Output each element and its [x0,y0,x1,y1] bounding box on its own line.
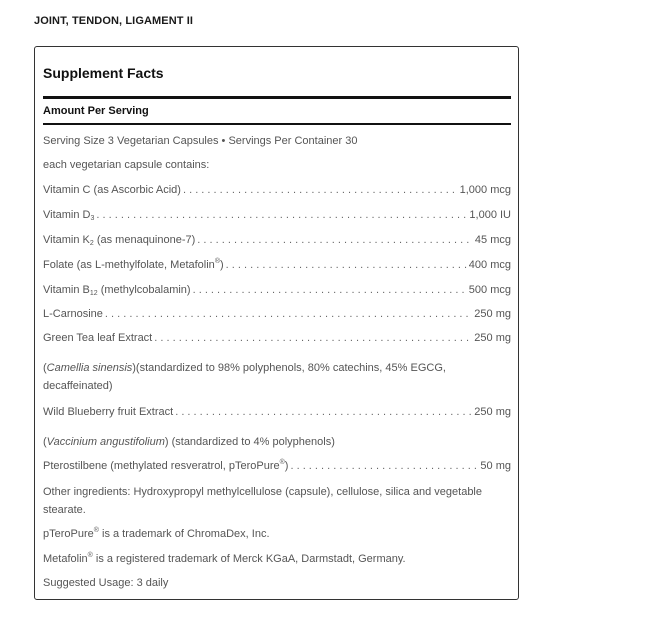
nutrient-name: Vitamin $D_3$ [43,209,95,222]
amount-per-serving-header: Amount Per Serving [43,105,149,117]
nutrient-row-green-tea [43,329,511,347]
leader-dots [175,403,472,421]
green-tea-note: (Camellia sinensis)(standardized to 98% polyphenols, 80% catechins, 45% EGCG, decaffeinated) [43,362,446,392]
serving-size-line: Serving Size 3 Vegetarian Capsules • Servings Per Container 30 [43,135,358,147]
nutrient-row-wild-blueberry [43,403,511,421]
nutrient-row-vitamin-d3 [43,206,511,224]
leader-dots [290,457,478,475]
nutrient-amount: 400 mcg [468,259,511,271]
nutrient-row-vitamin-c [43,181,511,199]
leader-dots [96,206,467,224]
nutrient-amount: 250 mg [474,308,511,320]
trademark-metafolin: Metafolin® is a registered trademark of Merck KGaA, Darmstadt, Germany. [43,552,406,565]
nutrient-row-vitamin-k2 [43,231,511,249]
nutrient-row-vitamin-b12 [43,281,511,299]
leader-dots [197,231,473,249]
nutrient-name: Folate (as L-methylfolate, Metafolin®) [43,258,224,271]
divider-thick [43,96,511,99]
suggested-usage: Suggested Usage: 3 daily [43,577,169,589]
nutrient-name: Pterostilbene (methylated resveratrol, pTeroPure®) [43,459,289,472]
nutrient-name: Vitamin C (as Ascorbic Acid) [43,184,181,196]
nutrient-name: Vitamin $B_{12}$ (methylcobalamin) [43,284,191,297]
nutrient-name: L-Carnosine [43,308,103,320]
nutrient-row-folate [43,256,511,274]
leader-dots [105,305,472,323]
leader-dots [183,181,458,199]
nutrient-amount: 250 mg [474,332,511,344]
each-capsule-line: each vegetarian capsule contains: [43,159,210,171]
nutrient-name: Wild Blueberry fruit Extract [43,406,174,418]
other-ingredients: Other ingredients: Hydroxypropyl methylcellulose (capsule), cellulose, silica and vegetable stearate. [43,486,482,516]
blueberry-note: (Vaccinium angustifolium) (standardized to 4% polyphenols) [43,436,335,448]
leader-dots [226,256,467,274]
nutrient-name: Green Tea leaf Extract [43,332,153,344]
nutrient-row-l-carnosine [43,305,511,323]
trademark-pteropure: pTeroPure® is a trademark of ChromaDex, Inc. [43,527,270,540]
leader-dots [193,281,467,299]
product-title: JOINT, TENDON, LIGAMENT II [34,15,194,27]
nutrient-amount: 45 mcg [474,234,511,246]
divider-thin [43,123,511,125]
leader-dots [154,329,472,347]
nutrient-amount: 1,000 IU [469,209,511,221]
nutrient-name: Vitamin $K_2$ (as menaquinone-7) [43,234,196,247]
nutrient-amount: 1,000 mcg [459,184,511,196]
nutrient-row-pterostilbene [43,457,511,475]
nutrient-amount: 50 mg [480,460,511,472]
nutrient-amount: 250 mg [474,406,511,418]
supplement-facts-panel [34,46,519,600]
nutrient-amount: 500 mcg [468,284,511,296]
panel-title: Supplement Facts [43,65,164,81]
